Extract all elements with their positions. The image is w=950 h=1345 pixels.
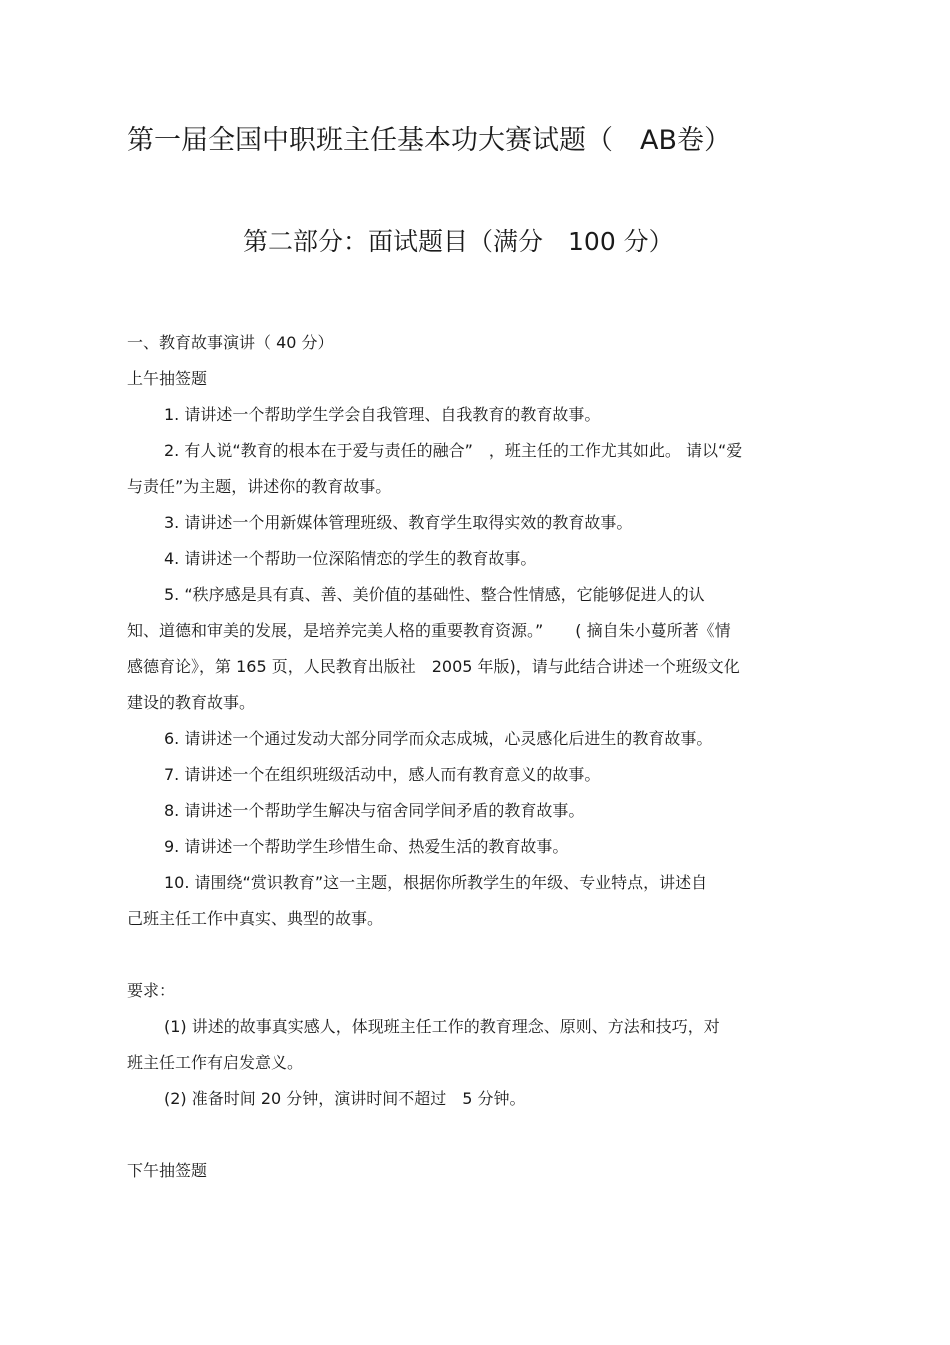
question-item-continued: 感德育论》，第 165 页，人民教育出版社 2005 年版)，请与此结合讲述一个班级文化 xyxy=(127,657,740,676)
question-item: 2. 有人说“教育的根本在于爱与责任的融合” ，班主任的工作尤其如此。 请以“爱 xyxy=(164,441,743,460)
question-item: 3. 请讲述一个用新媒体管理班级、教育学生取得实效的教育故事。 xyxy=(164,513,633,532)
morning-label: 上午抽签题 xyxy=(127,369,208,388)
spacer xyxy=(127,1117,827,1153)
requirement-item: (1) 讲述的故事真实感人，体现班主任工作的教育理念、原则、方法和技巧，对 xyxy=(164,1017,720,1036)
question-item: 8. 请讲述一个帮助学生解决与宿舍同学间矛盾的教育故事。 xyxy=(164,801,585,820)
document-title: 第一届全国中职班主任基本功大赛试题（ AB卷） xyxy=(127,125,731,156)
question-item: 1. 请讲述一个帮助学生学会自我管理、自我教育的教育故事。 xyxy=(164,405,601,424)
question-item-continued: 知、道德和审美的发展，是培养完美人格的重要教育资源。” ( 摘自朱小蔓所著《情 xyxy=(127,621,731,640)
requirement-item-continued: 班主任工作有启发意义。 xyxy=(127,1053,304,1072)
spacer xyxy=(127,937,827,973)
question-item-continued: 己班主任工作中真实、典型的故事。 xyxy=(127,909,384,928)
question-item: 6. 请讲述一个通过发动大部分同学而众志成城，心灵感化后进生的教育故事。 xyxy=(164,729,713,748)
section-heading: 一、教育故事演讲（ 40 分） xyxy=(127,333,334,352)
requirement-item: (2) 准备时间 20 分钟，演讲时间不超过 5 分钟。 xyxy=(164,1089,526,1108)
requirements-label: 要求： xyxy=(127,981,176,1000)
question-item: 4. 请讲述一个帮助一位深陷情恋的学生的教育故事。 xyxy=(164,549,537,568)
afternoon-label: 下午抽签题 xyxy=(127,1161,208,1180)
question-item-continued: 与责任”为主题，讲述你的教育故事。 xyxy=(127,477,392,496)
question-item: 7. 请讲述一个在组织班级活动中，感人而有教育意义的故事。 xyxy=(164,765,601,784)
document-subtitle: 第二部分：面试题目（满分 100 分） xyxy=(243,227,674,256)
question-item: 10. 请围绕“赏识教育”这一主题，根据你所教学生的年级、专业特点，讲述自 xyxy=(164,873,708,892)
question-item: 5. “秩序感是具有真、善、美价值的基础性、整合性情感，它能够促进人的认 xyxy=(164,585,705,604)
document-body xyxy=(127,325,827,1189)
question-item: 9. 请讲述一个帮助学生珍惜生命、热爱生活的教育故事。 xyxy=(164,837,569,856)
question-item-continued: 建设的教育故事。 xyxy=(127,693,256,712)
